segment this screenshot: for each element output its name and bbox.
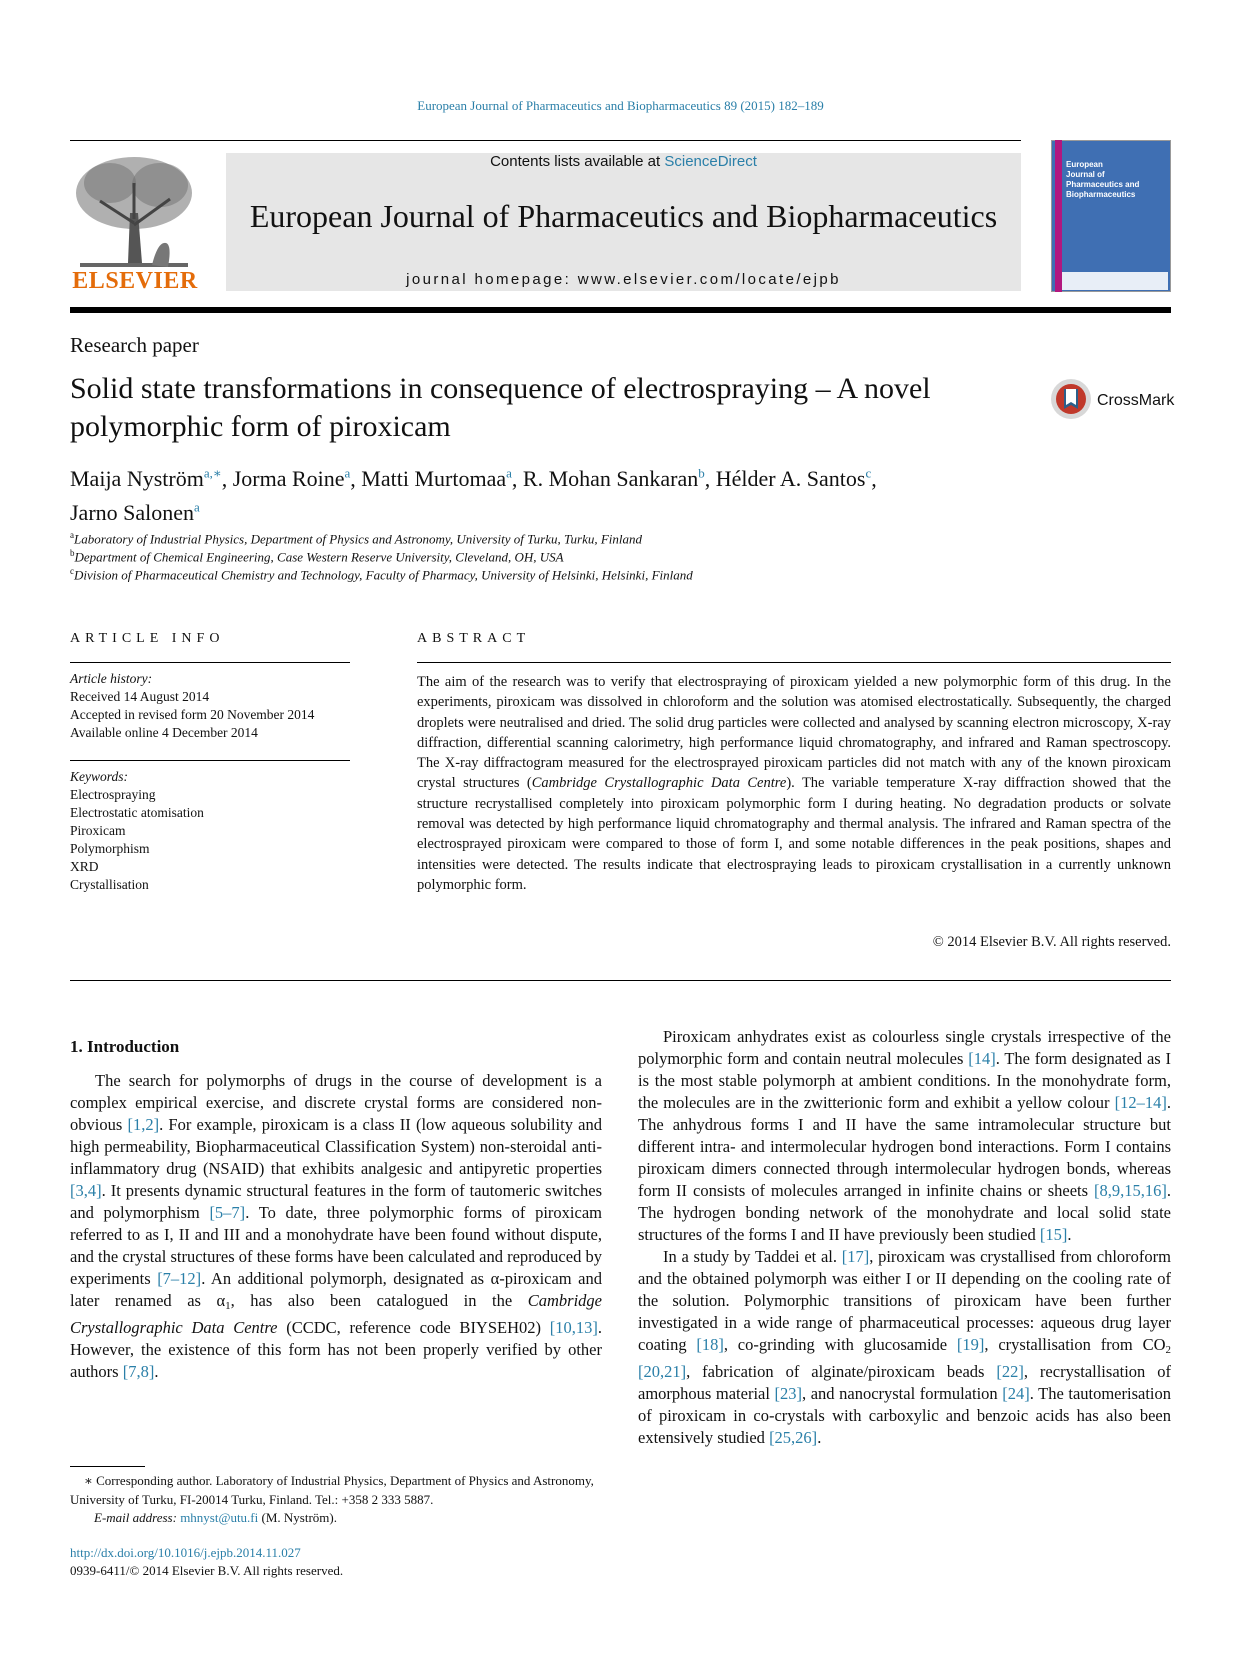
- text-run: . To date, three polymorphic forms of piroxicam referred to as I, II and III and a monohydrate have been found without dispute, and the crystal structures of these forms have been calculated and reproduced by experiments: [70, 1203, 602, 1288]
- italic-text: Cambridge Crystallographic Data Centre: [70, 1291, 602, 1337]
- body-right-column: [638, 1026, 1171, 1449]
- elsevier-wordmark: ELSEVIER: [72, 268, 198, 294]
- abstract-heading: ABSTRACT: [417, 631, 531, 646]
- text-run: .: [1067, 1225, 1072, 1244]
- text-run: , has also been catalogued in the: [230, 1291, 528, 1310]
- text-run: , fabrication of alginate/piroxicam beads: [686, 1362, 997, 1381]
- keywords-block: [70, 768, 350, 894]
- citation-link[interactable]: [14]: [968, 1049, 996, 1068]
- author[interactable]: Jarno Salonen$^a$: [70, 499, 200, 525]
- citation-link[interactable]: [23]: [774, 1384, 803, 1403]
- article-history: [70, 670, 350, 742]
- received-date: Received 14 August 2014: [70, 689, 210, 704]
- text-run: , co-grinding with glucosamide: [723, 1335, 957, 1354]
- header-top-rule: [70, 140, 1021, 141]
- footnote-rule: [70, 1466, 145, 1467]
- citation-link[interactable]: [22]: [996, 1362, 1024, 1381]
- info-rule: [70, 662, 350, 663]
- text-run: , crystallisation from CO: [984, 1335, 1166, 1354]
- affiliation: $^c$Division of Pharmaceutical Chemistry and Technology, Faculty of Pharmacy, University of Helsinki, Helsinki, Finland: [70, 566, 693, 583]
- citation-link[interactable]: [3,4]: [70, 1181, 102, 1200]
- issn-line: 0939-6411/© 2014 Elsevier B.V. All rights reserved.: [70, 1563, 344, 1578]
- author[interactable]: R. Mohan Sankaran$^b$: [522, 466, 705, 492]
- text-run: The search for polymorphs of drugs in the course of development is a complex empirical exercise, and discrete crystal forms are considered non-obvious: [70, 1071, 602, 1134]
- author[interactable]: Jorma Roine$^a$: [232, 466, 351, 492]
- author-list: Maija Nyström$^{a,∗}$, Jorma Roine$^a$, Matti Murtomaa$^a$, R. Mohan Sankaran$^b$, Hélder A. Santos$^c$, Jarno Salonen$^a$: [70, 466, 877, 525]
- author[interactable]: Hélder A. Santos$^c$: [715, 466, 872, 492]
- journal-citation[interactable]: European Journal of Pharmaceutics and Biopharmaceutics 89 (2015) 182–189: [417, 98, 824, 113]
- info-rule: [70, 760, 350, 761]
- citation-link[interactable]: [15]: [1039, 1225, 1068, 1244]
- text-run: . The form designated as I is the most stable polymorph at ambient conditions. In the monohydrate form, the molecules are in the zwitterionic form and exhibit a yellow colour: [638, 1049, 1171, 1112]
- keyword: XRD: [70, 859, 99, 874]
- citation-link[interactable]: [19]: [956, 1335, 985, 1354]
- text-run: . The tautomerisation of piroxicam in co-crystals with carboxylic and benzoic acids has also been extensively studied: [638, 1384, 1171, 1447]
- citation-link[interactable]: [18]: [696, 1335, 724, 1354]
- text-run: Piroxicam anhydrates exist as colourless single crystals irrespective of the polymorphic form and contain neutral molecules: [638, 1027, 1171, 1068]
- abstract-bottom-rule: [70, 980, 1171, 981]
- text-run: In a study by Taddei et al.: [663, 1247, 842, 1266]
- keywords-label: Keywords:: [70, 769, 128, 784]
- keyword: Polymorphism: [70, 841, 150, 856]
- keyword: Crystallisation: [70, 877, 149, 892]
- abstract-copyright: © 2014 Elsevier B.V. All rights reserved.: [932, 934, 1171, 950]
- text-run: , piroxicam was crystallised from chloroform and the obtained polymorph was either I or II depending on the cooling rate of the solution. Polymorphic transitions of piroxicam have been further investigated in a wide range of pharmaceutical processes: aqueous drug layer coating: [638, 1247, 1172, 1354]
- text-run: . However, the existence of this form has not been properly verified by other authors: [70, 1318, 602, 1381]
- doi-block: [70, 1544, 343, 1580]
- text-run: . For example, piroxicam is a class II (low aqueous solubility and high permeability, Biopharmaceutical Classification System) non-steroidal anti-inflammatory drug (NSAID) that exhibits analgesic and antipyretic properties: [70, 1115, 602, 1178]
- text-run: .: [817, 1428, 822, 1447]
- sciencedirect-link[interactable]: ScienceDirect: [664, 153, 757, 170]
- subscript: 2: [1165, 1344, 1171, 1356]
- text-run: , and nanocrystal formulation: [802, 1384, 1003, 1403]
- keyword: Electrospraying: [70, 787, 156, 802]
- cover-title: European Journal of Pharmaceutics and Biopharmaceutics: [1066, 160, 1140, 199]
- paragraph: [638, 1246, 1171, 1449]
- citation-link[interactable]: [8,9,15,16]: [1094, 1181, 1167, 1200]
- author-email-link[interactable]: mhnyst@utu.fi: [180, 1510, 259, 1525]
- journal-name: European Journal of Pharmaceutics and Biopharmaceutics: [249, 198, 998, 234]
- online-date: Available online 4 December 2014: [70, 725, 258, 740]
- citation-link[interactable]: [5–7]: [209, 1203, 246, 1222]
- doi-link[interactable]: http://dx.doi.org/10.1016/j.ejpb.2014.11.027: [70, 1545, 301, 1560]
- citation-link[interactable]: [1,2]: [127, 1115, 160, 1134]
- text-run: .: [154, 1362, 159, 1381]
- abstract-text: The aim of the research was to verify that electrospraying of piroxicam yielded a new polymorphic form of this drug. In the experiments, piroxicam was dissolved in chloroform and the solution was atomised electrostatically. Subsequently, the charged droplets were neutralised and dried. The solid drug particles were collected and analysed by scanning electron microscopy, X-ray diffraction, differential scanning calorimetry, high performance liquid chromatography, and infrared and Raman spectroscopy. The X-ray diffractogram measured for the electrosprayed piroxicam particles did not match with any of the known piroxicam crystal structures (Cambridge Crystallographic Data Centre). The variable temperature X-ray diffraction showed that the structure recrystallised completely into piroxicam polymorphic form I during heating. No degradation products or solvate removal was detected by high performance liquid chromatography and thermal analysis. The infrared and Raman spectra of the electrosprayed piroxicam were compared to those of form I, and some notable differences in the peak positions, shapes and intensities were detected. The results indicate that electrospraying leads to piroxicam crystallisation in a currently unknown polymorphic form.: [417, 674, 1171, 893]
- section-heading-introduction: 1. Introduction: [70, 1037, 180, 1056]
- text-run: . The anhydrous forms I and II have the same intramolecular structure but different intra- and intermolecular hydrogen bond interactions. Form I contains piroxicam dimers connected through intermolecular hydrogen bonds, whereas form II consists of molecules arranged in infinite chains or sheets: [638, 1093, 1171, 1200]
- citation-link[interactable]: [7,8]: [122, 1362, 155, 1381]
- affiliation: $^a$Laboratory of Industrial Physics, Department of Physics and Astronomy, University of Turku, Turku, Finland: [70, 530, 643, 547]
- text-run: . An additional polymorph, designated as α-piroxicam and later renamed as α: [70, 1269, 602, 1310]
- article-type: Research paper: [70, 333, 199, 357]
- header-bottom-rule: [70, 307, 1171, 313]
- history-label: Article history:: [70, 671, 153, 686]
- citation-link[interactable]: [10,13]: [549, 1318, 598, 1337]
- keyword: Electrostatic atomisation: [70, 805, 204, 820]
- text-run: , recrystallisation of amorphous material: [638, 1362, 1171, 1403]
- citation-link[interactable]: [17]: [841, 1247, 870, 1266]
- accepted-date: Accepted in revised form 20 November 2014: [70, 707, 315, 722]
- cover-footer: [1062, 272, 1168, 290]
- body-left-column: [70, 1070, 602, 1383]
- affiliation: $^b$Department of Chemical Engineering, Case Western Reserve University, Cleveland, OH, USA: [70, 548, 564, 565]
- corresponding-author-footnote: ∗ Corresponding author. Laboratory of Industrial Physics, Department of Physics and Astronomy, University of Turku, FI-20014 Turku, Finland. Tel.: +358 2 333 5887. E-mail address: mhnyst@utu.fi (M. Nyström).: [70, 1473, 594, 1525]
- citation-link[interactable]: [25,26]: [769, 1428, 818, 1447]
- citation-link[interactable]: [12–14]: [1114, 1093, 1167, 1112]
- crossmark-icon[interactable]: [1050, 378, 1092, 420]
- subscript: 1: [225, 1300, 231, 1312]
- paragraph: [638, 1026, 1171, 1246]
- journal-homepage[interactable]: journal homepage: www.elsevier.com/locate/ejpb: [406, 271, 841, 288]
- paragraph: [70, 1070, 602, 1383]
- text-run: . It presents dynamic structural features in the form of tautomeric switches and polymorphism: [70, 1181, 602, 1222]
- keyword: Piroxicam: [70, 823, 126, 838]
- citation-link[interactable]: [20,21]: [638, 1362, 687, 1381]
- article-title: Solid state transformations in consequence of electrospraying – A novel polymorphic form of piroxicam: [70, 372, 931, 443]
- crossmark-label[interactable]: CrossMark: [1097, 392, 1175, 409]
- citation-link[interactable]: [7–12]: [157, 1269, 202, 1288]
- abstract-rule: [417, 662, 1171, 663]
- contents-line: [226, 153, 1021, 170]
- citation-link[interactable]: [24]: [1002, 1384, 1030, 1403]
- text-run: . The hydrogen bonding network of the monohydrate and local solid state structures of the forms I and II have previously been studied: [638, 1181, 1171, 1244]
- text-run: (CCDC, reference code BIYSEH02): [277, 1318, 550, 1337]
- cover-stripe: [1055, 140, 1062, 292]
- article-info-heading: ARTICLE INFO: [70, 631, 225, 646]
- author[interactable]: Maija Nyström$^{a,∗}$: [70, 466, 222, 492]
- contents-prefix: Contents lists available at: [490, 153, 665, 170]
- author[interactable]: Matti Murtomaa$^a$: [361, 466, 512, 492]
